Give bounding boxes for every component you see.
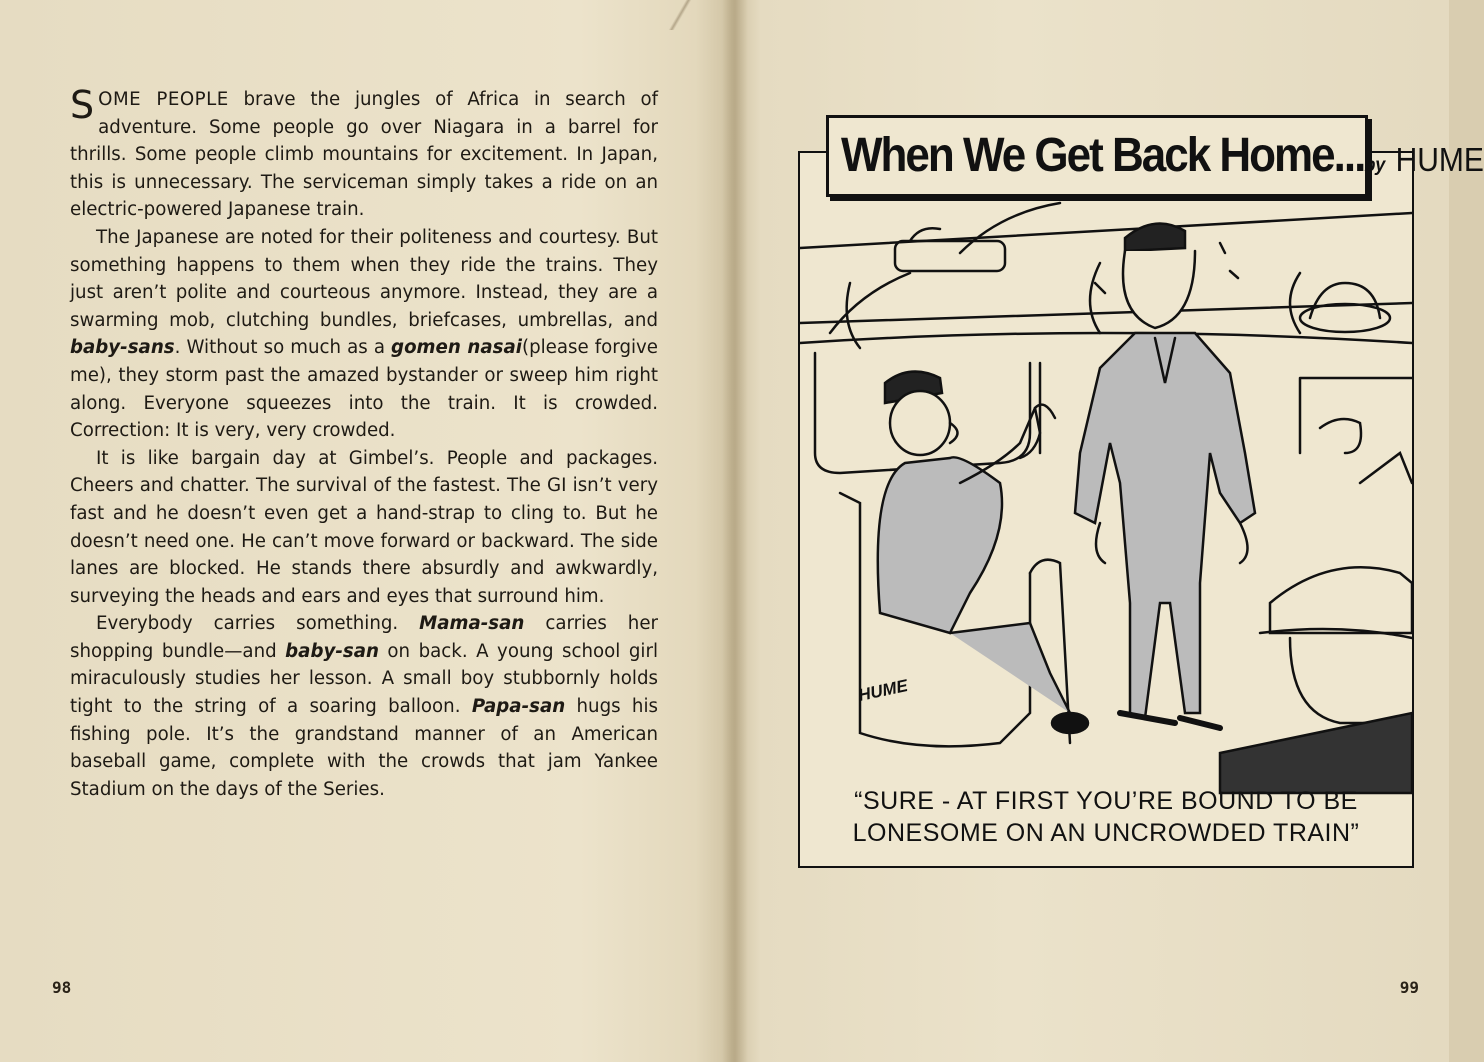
paragraph-text <box>70 448 658 607</box>
text-run: . Without so much as a <box>174 337 392 359</box>
text-run: It is like bargain day at Gimbel’s. People and packages. Cheers and chatter. The survival of the fastest. The GI isn’t very fast and he doesn’t even get a hand-strap to cling to. But he doesn’t need one. He can’t move forward or backward. The side lanes are blocked. He stands there absurdly and awkwardly, surveying the heads and ears and eyes that surround him. <box>70 447 658 607</box>
text-run: brave the jungles of Africa in search of adventure. Some people go over Niagara in a barrel for thrills. Some people climb mountains for excitement. In Japan, this is unnecessary. The serviceman simply takes a ride on an electric-powered Japanese train. <box>70 89 659 221</box>
cartoon-title <box>841 128 1484 183</box>
cartoon-title-main: When We Get Back Home... <box>841 128 1365 182</box>
cartoon-title-box <box>826 115 1484 197</box>
text-run: carries her shopping bundle—and <box>70 613 658 662</box>
suitcase-icon <box>895 241 1005 271</box>
text-run: hugs his fishing pole. It’s the grandstand manner of an American baseball game, complete with the crowds that jam Yankee Stadium on the days of the Series. <box>70 696 658 800</box>
cartoon-illustration <box>800 153 1412 866</box>
hat-passenger <box>1220 567 1412 793</box>
page-number-right: 99 <box>1399 978 1419 997</box>
emphasized-term: Mama-san <box>419 613 525 635</box>
text-run: Everybody carries something. <box>96 613 420 635</box>
emphasized-term: baby-san <box>285 640 379 662</box>
luggage-rack-line <box>800 213 1412 248</box>
paragraph-4 <box>70 610 658 803</box>
paragraph-2 <box>70 224 658 445</box>
emphasized-term: Papa-san <box>471 696 566 718</box>
body-text <box>70 83 659 803</box>
paragraph-1 <box>70 83 659 224</box>
seated-soldier <box>878 372 1088 733</box>
emphasized-term: gomen nasai <box>391 337 522 359</box>
lead-words: OME PEOPLE <box>98 89 229 110</box>
text-run: The Japanese are noted for their politeness and courtesy. But something happens to them when they ride the trains. They just aren’t polite and courteous anymore. Instead, they are a swarming mob, clutching bundles, briefcases, umbrellas, and <box>70 226 658 331</box>
caption-line-2: LONESOME ON AN UNCROWDED TRAIN” <box>852 819 1360 847</box>
paragraph-text <box>70 613 658 800</box>
paragraph-3 <box>70 445 658 611</box>
cartoon-panel <box>798 151 1414 868</box>
caption-line-1: “SURE - AT FIRST YOU’RE BOUND TO BE <box>854 787 1358 815</box>
artist-signature: HUME <box>856 676 910 706</box>
left-page <box>0 0 735 1062</box>
drop-cap: S <box>70 83 95 127</box>
text-run: (please forgive me), they storm past the amazed bystander or sweep him right along. Everyone squeezes into the train. It is crowded. Correction: It is very, very crowded. <box>70 337 658 442</box>
text-run: on back. A young school girl miraculously studies her lesson. A small boy stubbornly holds tight to the string of a soaring balloon. <box>70 640 658 718</box>
page-tear <box>660 0 700 30</box>
standing-soldier <box>1075 223 1255 728</box>
right-page <box>735 0 1484 1062</box>
emphasized-term: baby-sans <box>70 337 175 359</box>
cartoon-title-author: HUME <box>1395 142 1484 179</box>
cartoon-caption <box>816 785 1396 849</box>
paragraph-text <box>70 227 658 441</box>
page-number-left: 98 <box>52 978 72 997</box>
cartoon-title-by: by <box>1364 153 1386 176</box>
